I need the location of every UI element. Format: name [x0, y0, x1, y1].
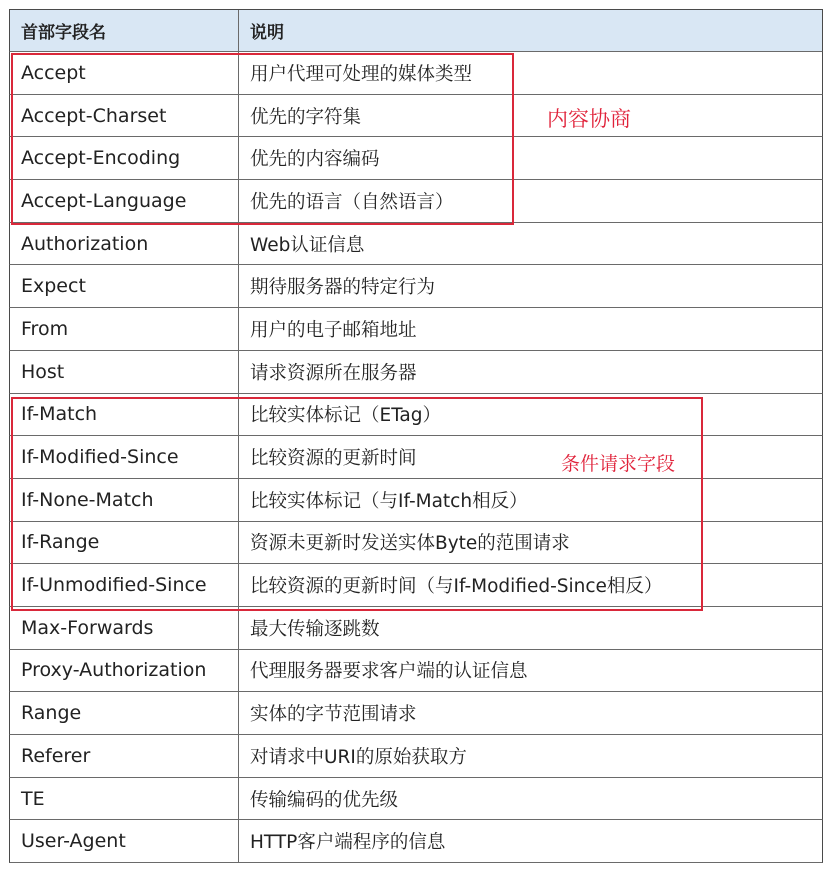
description-cell: 实体的字节范围请求 [250, 704, 417, 726]
description-cell: 比较实体标记（与If-Match相反） [250, 490, 528, 512]
table-row [9, 180, 823, 223]
field-name-cell: Authorization [10, 223, 239, 265]
field-name-cell: If-Unmodified-Since [10, 564, 239, 606]
field-name-cell: If-None-Match [10, 479, 239, 521]
request-header-table [9, 9, 823, 863]
table-row [9, 351, 823, 394]
content-negotiation-label: 内容协商 [547, 107, 631, 131]
field-name-cell: User-Agent [10, 820, 239, 862]
table-row [9, 650, 823, 693]
field-name-cell: Referer [10, 735, 239, 777]
header-description: 说明 [250, 23, 284, 43]
table-row [9, 735, 823, 778]
description-cell: 用户的电子邮箱地址 [250, 319, 417, 341]
table-row [9, 607, 823, 650]
table-row [9, 436, 823, 479]
description-cell: 资源未更新时发送实体Byte的范围请求 [250, 533, 570, 555]
description-cell: 代理服务器要求客户端的认证信息 [250, 661, 528, 683]
field-name-cell: Range [10, 692, 239, 734]
description-cell: 传输编码的优先级 [250, 789, 399, 811]
table-row [9, 820, 823, 863]
field-name-cell: If-Modified-Since [10, 436, 239, 478]
description-cell: 优先的内容编码 [250, 149, 380, 171]
field-name-cell: Accept-Encoding [10, 137, 239, 179]
field-name-cell: From [10, 308, 239, 350]
description-cell: 优先的语言（自然语言） [250, 191, 454, 213]
header-field-name: 首部字段名 [10, 10, 239, 51]
description-cell: 比较资源的更新时间 [250, 448, 417, 470]
description-cell: 期待服务器的特定行为 [250, 277, 436, 299]
field-name-cell: TE [10, 778, 239, 820]
table-row [9, 137, 823, 180]
field-name-cell: Accept-Language [10, 180, 239, 222]
field-name-cell: If-Range [10, 522, 239, 564]
table-header-row [9, 10, 823, 52]
description-cell: 用户代理可处理的媒体类型 [250, 63, 473, 85]
conditional-request-label: 条件请求字段 [561, 453, 676, 475]
description-cell: 最大传输逐跳数 [250, 618, 380, 640]
table-row [9, 394, 823, 437]
field-name-cell: Host [10, 351, 239, 393]
description-cell: 对请求中URI的原始获取方 [250, 746, 467, 768]
description-cell: 优先的字符集 [250, 106, 362, 128]
table-row [9, 692, 823, 735]
field-name-cell: Proxy-Authorization [10, 650, 239, 692]
description-cell: HTTP客户端程序的信息 [250, 832, 446, 854]
field-name-cell: If-Match [10, 394, 239, 436]
table-row [9, 95, 823, 138]
field-name-cell: Expect [10, 265, 239, 307]
table-row [9, 522, 823, 565]
table-row [9, 564, 823, 607]
table-row [9, 52, 823, 95]
field-name-cell: Accept [10, 52, 239, 94]
table-row [9, 265, 823, 308]
table-row [9, 223, 823, 266]
description-cell: 比较资源的更新时间（与If-Modified-Since相反） [250, 576, 663, 598]
field-name-cell: Max-Forwards [10, 607, 239, 649]
table-row [9, 778, 823, 821]
description-cell: Web认证信息 [250, 234, 365, 256]
description-cell: 比较实体标记（ETag） [250, 405, 442, 427]
table-row [9, 479, 823, 522]
description-cell: 请求资源所在服务器 [250, 362, 417, 384]
table-row [9, 308, 823, 351]
field-name-cell: Accept-Charset [10, 95, 239, 137]
